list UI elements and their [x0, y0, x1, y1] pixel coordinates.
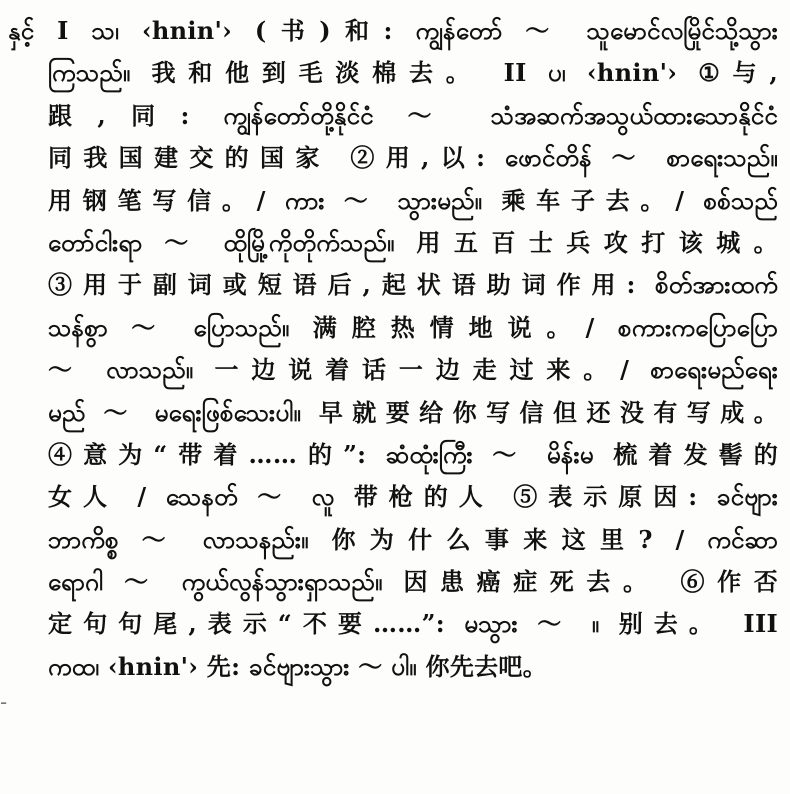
margin-mark: -: [0, 690, 8, 714]
entry-line-11: ④意为“带着……的”: ဆံထုံးကြီး ～ မိန်းမ 梳着发髻的: [48, 439, 778, 469]
entry-line-12: 女人 / သေနတ် ～ လူ 带枪的人 ⑤表示原因: ခင်ဗျား: [48, 482, 778, 512]
entry-line-8: သန်စွာ ～ ပြောသည်။ 满腔热情地说。/ စကားကပြောပြော: [48, 312, 778, 342]
entry-line-2: ကြသည်။ 我和他到毛淡棉去。 II ပ၊ ‹hnin'› ①与,: [48, 58, 778, 88]
entry-line-6: တော်ငါးရာ ～ ထိုမြို့ကိုတိုက်သည်။ 用五百士兵攻打该城。: [48, 227, 778, 257]
entry-line-5: 用钢笔写信。/ ကား ～ သွားမည်။ 乘车子去。/ စစ်သည်: [48, 185, 778, 215]
entry-line-16: ကထ၊ ‹hnin'› 先: ခင်ဗျားသွား ～ ပါ။ 你先去吧。: [48, 651, 548, 681]
entry-line-4: 同我国建交的国家 ②用,以: ဖောင်တိန် ～ စာရေးသည်။: [48, 143, 778, 173]
entry-line-13: ဘာကိစ္စ ～ လာသနည်း။ 你为什么事来这里? / ကင်ဆာ: [48, 524, 778, 554]
entry-line-1: နှင့် I သ၊ ‹hnin'› (书)和: ကျွန်တော် ～ သူမောင်လမြိုင်သို့သွား: [8, 16, 778, 45]
entry-line-3: 跟,同: ကျွန်တော်တို့နိုင်ငံ ～ သံအဆက်အသွယ်ထားသောနိုင်ငံ: [48, 100, 778, 130]
entry-line-10: မည် ～ မရေးဖြစ်သေးပါ။ 早就要给你写信但还没有写成。: [48, 397, 778, 427]
entry-line-15: 定句句尾,表示“不要……”: မသွား ～ ။ 别去。 III: [48, 609, 778, 639]
entry-line-7: ③用于副词或短语后,起状语助词作用: စိတ်အားထက်: [48, 270, 778, 300]
entry-line-9: ～ လာသည်။ 一边说着话一边走过来。/ စာရေးမည်ရေး: [48, 355, 778, 385]
dictionary-entry-hnin: [8, 10, 778, 688]
entry-line-14: ရောဂါ ～ ကွယ်လွန်သွားရှာသည်။ 因患癌症死去。 ⑥作否: [48, 567, 778, 597]
